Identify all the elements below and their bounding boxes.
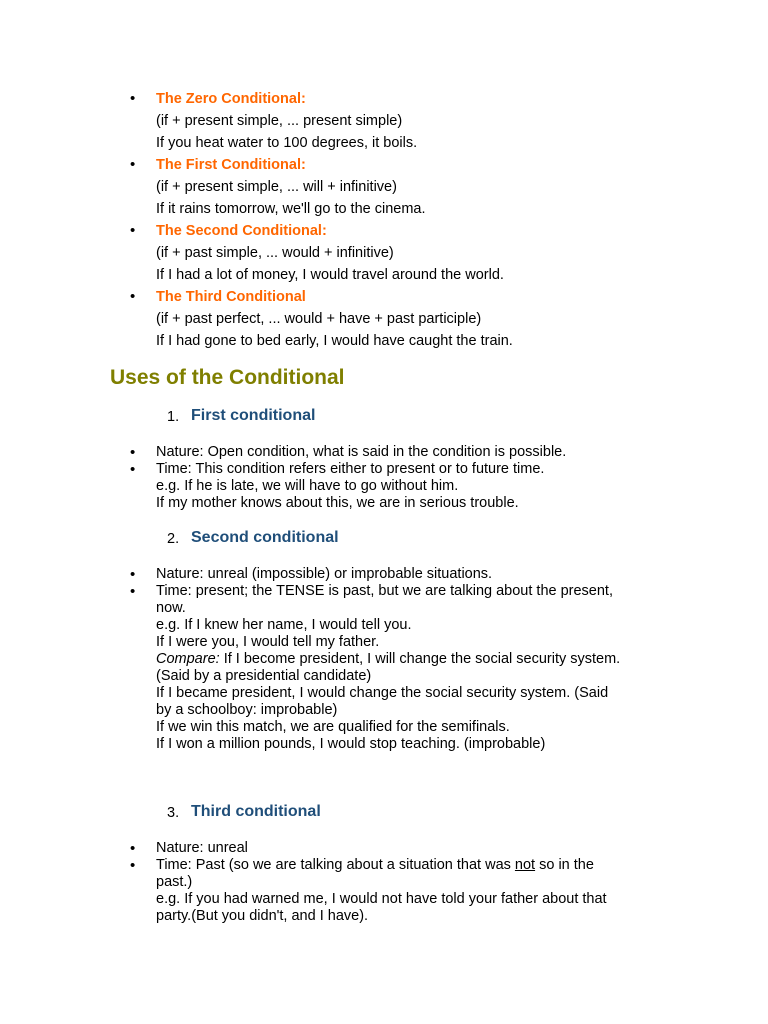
- compare-line: [156, 651, 656, 668]
- bullet-icon: •: [130, 461, 136, 478]
- example-text: by a schoolboy: improbable): [156, 702, 338, 718]
- section-number: 3.: [167, 805, 180, 821]
- section-number: 2.: [167, 531, 180, 547]
- third-conditional-details: [0, 840, 768, 925]
- list-item-nature: [0, 840, 656, 857]
- list-item-time: [0, 461, 656, 512]
- section-title: Third conditional: [191, 803, 321, 820]
- bullet-icon: •: [130, 444, 136, 461]
- section-number: 1.: [167, 409, 180, 425]
- conditional-example: If it rains tomorrow, we'll go to the cinema.: [156, 201, 426, 217]
- example-text: If we win this match, we are qualified for the semifinals.: [156, 719, 510, 735]
- example-text: If I won a million pounds, I would stop teaching. (improbable): [156, 736, 546, 752]
- time-text-end: so in the: [535, 857, 594, 873]
- example-text: If my mother knows about this, we are in serious trouble.: [156, 495, 519, 511]
- bullet-icon: •: [130, 90, 136, 107]
- time-text-continued: now.: [156, 600, 186, 616]
- underlined-word: not: [514, 857, 536, 873]
- conditional-title: The Third Conditional: [156, 289, 306, 305]
- bullet-icon: •: [130, 566, 136, 583]
- list-item-nature: [0, 566, 656, 583]
- example-text: (Said by a presidential candidate): [156, 668, 372, 684]
- bullet-icon: •: [130, 156, 136, 173]
- compare-label: Compare:: [156, 651, 220, 667]
- list-item-time: [0, 583, 656, 753]
- list-item-first-conditional: [0, 154, 768, 220]
- conditional-title: The Zero Conditional:: [156, 91, 306, 107]
- time-text: Time: This condition refers either to present or to future time.: [156, 461, 545, 477]
- bullet-icon: •: [130, 840, 136, 857]
- nature-text: Nature: unreal (impossible) or improbable situations.: [156, 566, 493, 582]
- conditional-structure: (if + past simple, ... would + infinitive): [156, 245, 394, 261]
- time-text: Time: Past (so we are talking about a situation that was: [156, 857, 515, 873]
- list-item-nature: [0, 444, 656, 461]
- time-line: [156, 857, 656, 874]
- bullet-icon: •: [130, 857, 136, 874]
- second-conditional-details: [0, 566, 768, 753]
- conditional-structure: (if + present simple, ... will + infinitive): [156, 179, 397, 195]
- section-title: Second conditional: [191, 529, 339, 546]
- conditional-example: If I had gone to bed early, I would have caught the train.: [156, 333, 513, 349]
- list-item-third-conditional: [0, 286, 768, 352]
- nature-text: Nature: unreal: [156, 840, 248, 856]
- conditional-structure: (if + present simple, ... present simple): [156, 113, 403, 129]
- conditional-title: The Second Conditional:: [156, 223, 327, 239]
- conditional-types-list: [0, 88, 768, 352]
- time-text-continued: past.): [156, 874, 193, 890]
- time-text: Time: present; the TENSE is past, but we are talking about the present,: [156, 583, 613, 599]
- example-text: e.g. If I knew her name, I would tell you.: [156, 617, 412, 633]
- conditional-title: The First Conditional:: [156, 157, 306, 173]
- conditional-structure: (if + past perfect, ... would + have + past participle): [156, 311, 482, 327]
- list-item-second-conditional: [0, 220, 768, 286]
- nature-text: Nature: Open condition, what is said in the condition is possible.: [156, 444, 567, 460]
- example-text: If I were you, I would tell my father.: [156, 634, 380, 650]
- uses-heading: Uses of the Conditional: [110, 366, 345, 389]
- example-text: e.g. If you had warned me, I would not have told your father about that: [156, 891, 607, 907]
- bullet-icon: •: [130, 222, 136, 239]
- list-item-time: [0, 857, 656, 925]
- example-text: e.g. If he is late, we will have to go without him.: [156, 478, 459, 494]
- compare-text: If I become president, I will change the social security system.: [219, 651, 621, 667]
- list-item-zero-conditional: [0, 88, 768, 154]
- section-title: First conditional: [191, 407, 316, 424]
- example-text: party.(But you didn't, and I have).: [156, 908, 369, 924]
- first-conditional-details: [0, 444, 768, 512]
- conditional-example: If I had a lot of money, I would travel around the world.: [156, 267, 504, 283]
- bullet-icon: •: [130, 288, 136, 305]
- example-text: If I became president, I would change the social security system. (Said: [156, 685, 609, 701]
- bullet-icon: •: [130, 583, 136, 600]
- conditional-example: If you heat water to 100 degrees, it boils.: [156, 135, 418, 151]
